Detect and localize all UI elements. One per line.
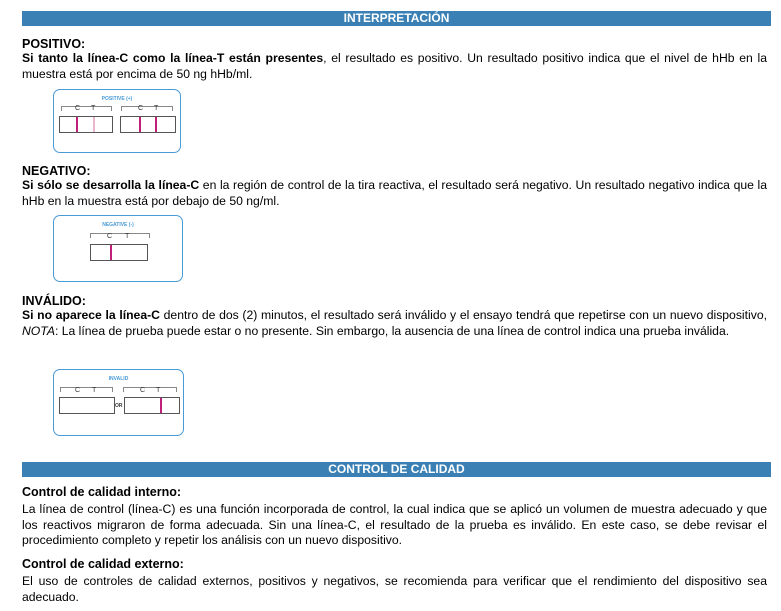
positive-window-left [59, 116, 113, 133]
positive-c-label-left: C [75, 105, 81, 112]
positive-brace-right [121, 106, 173, 111]
negative-figure [53, 215, 183, 282]
invalid-figure-label: INVALID [108, 376, 129, 382]
invalid-window-left [59, 397, 115, 414]
negative-figure-label: NEGATIVE (-) [102, 222, 134, 228]
positive-paragraph [22, 51, 767, 82]
positive-text: , el resultado es positivo. Un resultado positivo indica que el nivel de hHb en la muestra está por encima de 50 ng hHb/ml. [22, 51, 767, 81]
invalid-text1: dentro de dos (2) minutos, el resultado será inválido y el ensayo tendrá que repetirse con un nuevo dispositivo, [159, 308, 767, 322]
section-header-quality: CONTROL DE CALIDAD [22, 462, 771, 477]
invalid-or-label: OR [115, 403, 123, 409]
invalid-figure [53, 369, 184, 436]
negative-heading: NEGATIVO: [22, 164, 91, 178]
invalid-bold: Si no aparece la línea-C [22, 308, 160, 322]
external-qc-paragraph: El uso de controles de calidad externos, positivos y negativos, se recomienda para verificar que el rendimiento del dispositivo sea adecuado. [22, 574, 767, 604]
negative-t-label: T [125, 233, 130, 240]
invalid-paragraph [22, 308, 767, 339]
internal-qc-paragraph: La línea de control (línea-C) es una función incorporada de control, la cual indica que se aplicó un volumen de muestra adecuado y que los reactivos migraron de forma adecuada. Sin una línea-C, el resultado de la prueba es inválido. En este caso, se debe revisar el procedimiento completo y repetir los análisis con un nuevo dispositivo. [22, 502, 767, 547]
negative-paragraph [22, 178, 767, 209]
negative-text: en la región de control de la tira reactiva, el resultado será negativo. Un resultado negativo indica que la hHb en la muestra está por debajo de 50 ng/ml. [22, 178, 767, 208]
positive-c-line-right [139, 117, 141, 132]
positive-bold: Si tanto la línea-C como la línea-T están presentes [22, 51, 324, 65]
positive-heading: POSITIVO: [22, 37, 86, 51]
positive-c-label-right: C [138, 105, 144, 112]
negative-bold: Si sólo se desarrolla la línea-C [22, 178, 200, 192]
positive-t-line-right [155, 117, 157, 132]
invalid-t-line [160, 398, 162, 413]
positive-t-label-left: T [91, 105, 96, 112]
positive-t-label-right: T [154, 105, 159, 112]
invalid-t-label-left: T [92, 387, 97, 394]
invalid-c-label-left: C [75, 387, 81, 394]
invalid-text2: : La línea de prueba puede estar o no presente. Sin embargo, la ausencia de una línea de control indica una prueba inválida. [54, 323, 730, 338]
negative-c-label: C [107, 233, 113, 240]
negative-brace [90, 233, 150, 238]
invalid-window-right [124, 397, 180, 414]
positive-t-line-left [93, 117, 95, 132]
negative-c-line [110, 245, 112, 260]
positive-c-line-left [76, 117, 78, 132]
positive-figure [53, 89, 181, 153]
invalid-note: NOTA [22, 323, 55, 338]
negative-window [90, 244, 148, 261]
positive-brace-left [61, 106, 112, 111]
invalid-heading: INVÁLIDO: [22, 294, 86, 308]
invalid-brace-right [123, 387, 177, 392]
internal-qc-heading: Control de calidad interno: [22, 485, 182, 499]
positive-figure-label: POSITIVE (+) [101, 96, 133, 102]
invalid-t-label-right: T [156, 387, 161, 394]
external-qc-heading: Control de calidad externo: [22, 557, 184, 571]
invalid-brace-left [60, 387, 113, 392]
invalid-c-label-right: C [140, 387, 146, 394]
positive-window-right [120, 116, 176, 133]
section-header-interpretation: INTERPRETACIÓN [22, 11, 771, 26]
